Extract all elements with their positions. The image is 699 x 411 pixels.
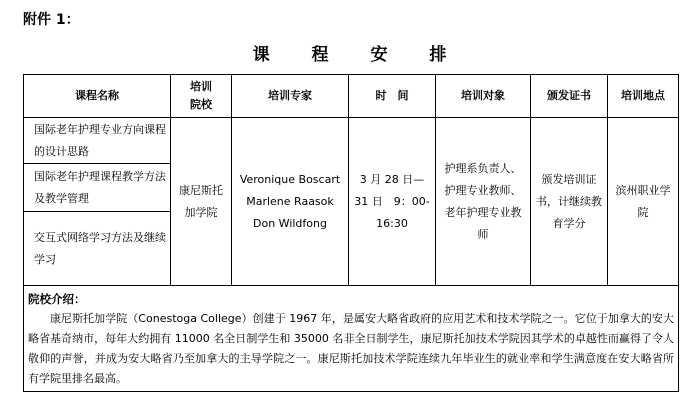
course-name-cell: 国际老年护理课程教学方法及教学管理 (24, 164, 171, 212)
header-experts: 培训专家 (232, 75, 349, 118)
attachment-label: 附件 1： (23, 12, 80, 28)
expert-name: Marlene Raasok (246, 194, 334, 208)
page-title: 课 程 安 排 (252, 45, 465, 65)
school-cell: 康尼斯托加学院 (171, 118, 232, 286)
certificate-cell: 颁发培训证书，计继续教育学分 (531, 118, 608, 286)
intro-label: 院校介绍： (28, 292, 86, 306)
course-name-cell: 交互式网络学习方法及继续学习 (24, 212, 171, 286)
table-header-row (24, 75, 679, 118)
time-cell: 3 月 28 日—31 日 9：00-16:30 (349, 118, 436, 286)
expert-name: Veronique Boscart (239, 172, 341, 186)
school-intro-cell (24, 286, 679, 392)
header-course: 课程名称 (24, 75, 171, 118)
audience-cell: 护理系负责人、护理专业教师、老年护理专业教师 (436, 118, 531, 286)
intro-row (24, 286, 679, 392)
expert-name: Don Wildfong (253, 216, 327, 230)
course-name-cell: 国际老年护理专业方向课程的设计思路 (24, 118, 171, 164)
header-audience: 培训对象 (436, 75, 531, 118)
header-certificate: 颁发证书 (531, 75, 608, 118)
intro-body: 康尼斯托加学院（Conestoga College）创建于 1967 年，是属安大略省政府的应用艺术和技术学院之一。它位于加拿大的安大略省基奇纳市，每年大约拥有 11000 名全日制学生和 35000 名非全日制学生，康尼斯托加技术学院因其学术的卓越性而赢得了令人敬仰的声誉，并成为安大略省乃至加拿大的主导学院之一。康尼斯托加技术学院连续九年毕业生的就业率和学生满意度在安大略省所有学院里排名最高。 (28, 312, 674, 385)
header-location: 培训地点 (608, 75, 679, 118)
course-schedule-table (23, 74, 679, 392)
experts-cell (232, 118, 349, 286)
header-time: 时 间 (349, 75, 436, 118)
location-cell: 滨州职业学院 (608, 118, 679, 286)
table-row (24, 118, 679, 164)
header-school: 培训 院校 (171, 75, 232, 118)
